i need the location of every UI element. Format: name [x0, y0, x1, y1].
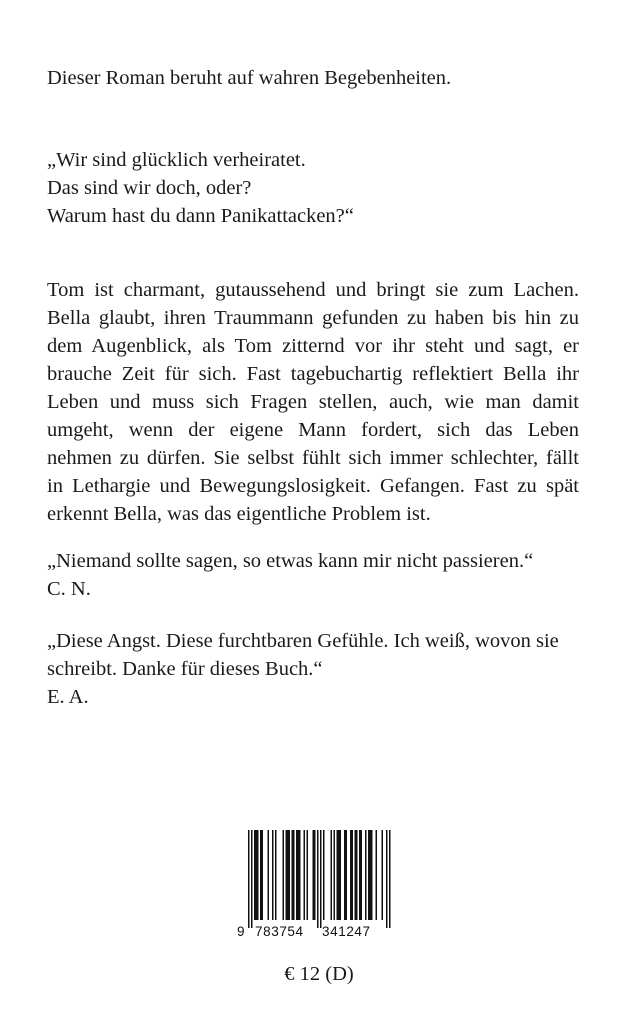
barcode-bar [304, 830, 306, 920]
quote-line: Warum hast du dann Panikattacken?“ [47, 205, 354, 227]
price-label: € 12 (D) [284, 963, 354, 985]
isbn-number [236, 924, 392, 940]
intro-line: Dieser Roman beruht auf wahren Begebenheiten. [47, 67, 452, 89]
blurb-line: erkennt Bella, was das eigentliche Problem ist. [47, 503, 431, 525]
barcode-guard-bar [317, 830, 319, 928]
blurb-line: nehmen zu dürfen. Sie selbst fühlt sich immer schlechter, fällt [47, 447, 579, 469]
barcode-bar [334, 830, 336, 920]
barcode-bar [359, 830, 362, 920]
blurb-line: Bella glaubt, ihren Traummann gefunden zu haben bis hin zu [47, 307, 579, 329]
barcode-bar [268, 830, 270, 920]
isbn-lead-digit: 9 [237, 924, 246, 939]
barcode-guard-bar [386, 830, 388, 928]
barcode-guard-bar [320, 830, 322, 928]
barcode-bar [323, 830, 325, 920]
barcode-bar [296, 830, 301, 920]
barcode-bar [355, 830, 358, 920]
barcode-bar [376, 830, 378, 920]
barcode-bar [344, 830, 347, 920]
barcode-bar [283, 830, 285, 920]
barcode-bar [307, 830, 309, 920]
barcode-guard-bar [248, 830, 250, 928]
review-author: C. N. [47, 578, 91, 600]
barcode-bar [313, 830, 316, 920]
blurb-line: brauche Zeit für sich. Fast tagebuchartig reflektiert Bella ihr [47, 363, 579, 385]
review-text: „Niemand sollte sagen, so etwas kann mir nicht passieren.“ [47, 550, 534, 572]
barcode-bar [260, 830, 263, 920]
barcode-bar [254, 830, 259, 920]
barcode-bar [286, 830, 291, 920]
review-text: schreibt. Danke für dieses Buch.“ [47, 658, 323, 680]
quote-line: Das sind wir doch, oder? [47, 177, 252, 199]
quote-line: „Wir sind glücklich verheiratet. [47, 149, 306, 171]
barcode-bar [382, 830, 384, 920]
barcode-guard-bar [251, 830, 253, 928]
barcode-bar [275, 830, 277, 920]
barcode-bar [368, 830, 373, 920]
review-text: „Diese Angst. Diese furchtbaren Gefühle. Ich weiß, wovon sie [47, 630, 559, 652]
barcode-bar [350, 830, 353, 920]
barcode-bar [272, 830, 274, 920]
isbn-group-right: 341247 [322, 924, 371, 939]
blurb-line: dem Augenblick, als Tom zitternd vor ihr steht und sagt, er [47, 335, 579, 357]
barcode-bar [337, 830, 342, 920]
review-author: E. A. [47, 686, 89, 708]
blurb-line: Tom ist charmant, gutaussehend und bringt sie zum Lachen. [47, 279, 579, 301]
blurb-line: umgeht, wenn der eigene Mann fordert, sich das Leben [47, 419, 579, 441]
isbn-barcode [236, 830, 392, 941]
barcode-guard-bar [389, 830, 391, 928]
blurb-line: in Lethargie und Bewegungslosigkeit. Gefangen. Fast zu spät [47, 475, 579, 497]
barcode-bar [331, 830, 333, 920]
barcode-bar [292, 830, 295, 920]
blurb-line: Leben und muss sich Fragen stellen, auch, wie man damit [47, 391, 579, 413]
isbn-group-left: 783754 [255, 924, 304, 939]
barcode-bar [365, 830, 367, 920]
